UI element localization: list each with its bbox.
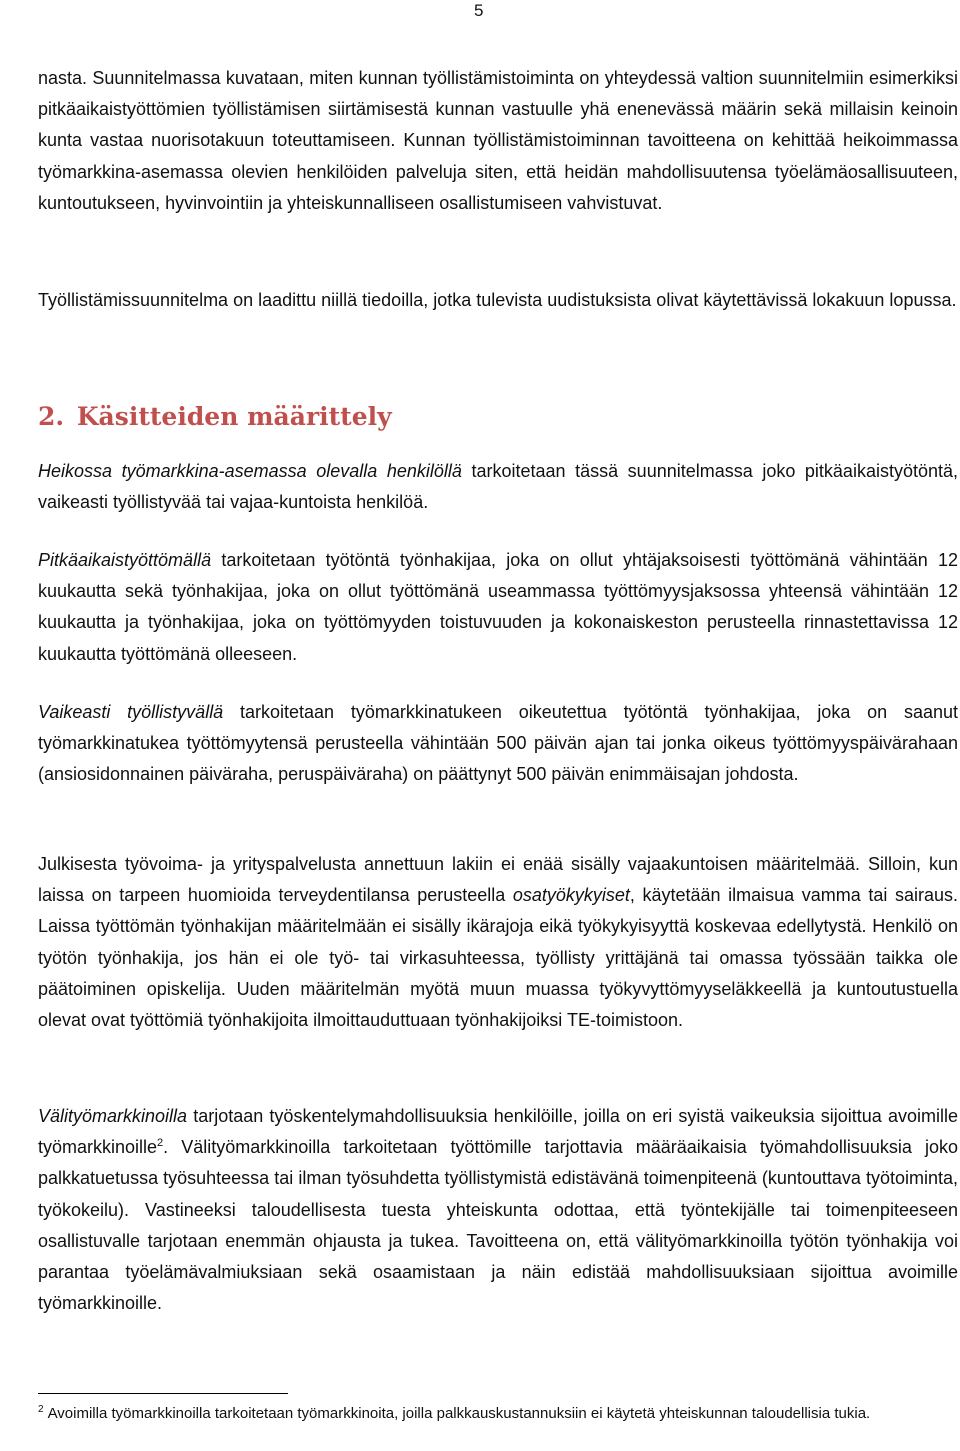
footnote [38,1402,958,1426]
paragraph-text: Julkisesta työvoima- ja yrityspalvelusta annettuun lakiin ei enää sisälly vajaakuntoisen määritelmää. Silloin, kun laissa on tarpeen huomioida terveydentilansa perusteella [38,854,958,906]
defined-term: Pitkäaikaistyöttömällä [38,550,212,570]
defined-term: Vaikeasti työllistyvällä [38,702,224,722]
paragraph-text: , käytetään ilmaisua vamma tai sairaus. Laissa työttömän työnhakijan määritelmään ei sisälly ikärajoja eikä työkykyisyyttä koskevaa edellytystä. Henkilö on työtön työnhakija, jos hän ei ole työ- tai virkasuhteessa, työllisty yrittäjänä tai omassa työssään taikka ole päätoiminen opiskelija. Uuden määritelmän myötä muun muassa työkyvyttömyyseläkkeellä ja kuntoutustuella olevat ovat työttömiä työnhakijoita ilmoittauduttuaan työnhakijoiksi TE-toimistoon. [38,885,958,1031]
defined-term: Välityömarkkinoilla [38,1106,188,1126]
section-heading [38,401,392,433]
definition-text: tarjotaan työskentelymahdollisuuksia henkilöille, joilla on eri syistä vaikeuksia sijoittua avoimille työmarkkinoille [38,1106,958,1158]
paragraph-definition-long-term-unemployed [38,545,958,670]
footnote-reference[interactable]: 2 [157,1137,164,1150]
footnote-marker: 2 [38,1404,44,1415]
defined-term: Heikossa työmarkkina-asemassa olevalla henkilöllä [38,461,462,481]
paragraph-plan-basis: Työllistämissuunnitelma on laadittu niillä tiedoilla, jotka tulevista uudistuksista olivat käytettävissä lokakuun lopussa. [38,290,957,310]
defined-term: osatyökykyiset [512,885,630,906]
footnote-text: Avoimilla työmarkkinoilla tarkoitetaan työmarkkinoita, joilla palkkauskustannuksiin ei käytetä yhteiskunnan taloudellisia tukia. [47,1405,871,1422]
definition-text: . Välityömarkkinoilla tarkoitetaan työttömille tarjottavia määräaikaisia työmahdollisuuksia joko palkkatuetussa työsuhteessa tai ilman työsuhdetta työllistymistä edistävänä toimenpiteenä (kuntouttava työtoiminta, työkokeilu). Vastineeksi taloudellisesta tuesta yhteiskunta odottaa, että työntekijälle tai toimenpiteeseen osallistuvalle tarjotaan enemmän ohjausta ja tukea. Tavoitteena on, että välityömarkkinoilla työtön työnhakija voi parantaa työelämävalmiuksiaan sekä osaamistaan ja näin edistää mahdollisuuksiaan sijoittua avoimille työmarkkinoille. [38,1137,958,1314]
section-number: 2. [38,402,65,431]
footnote-divider [38,1393,288,1394]
paragraph-definition-intermediate-labour-market [38,1101,958,1319]
paragraph-intro: nasta. Suunnitelmassa kuvataan, miten kunnan työllistämistoiminta on yhteydessä valtion suunnitelmiin esimerkiksi pitkäaikaistyöttömien työllistämisen siirtämisestä kunnan vastuulle yhä enenevässä määrin sekä millaisin keinoin kunta vastaa nuorisotakuun toteuttamiseen. Kunnan työllistämistoiminnan tavoitteena on kehittää heikoimmassa työmarkkina-asemassa olevien henkilöiden palveluja siten, että heidän mahdollisuutensa työelämäosallisuuteen, kuntoutukseen, hyvinvointiin ja yhteiskunnalliseen osallistumiseen vahvistuvat. [38,68,958,213]
section-title: Käsitteiden määrittely [76,402,392,431]
definition-text: tarkoitetaan tässä suunnitelmassa joko pitkäaikaistyötöntä, vaikeasti työllistyvää tai vajaa-kuntoista henkilöä. [38,461,958,513]
definition-text: tarkoitetaan työtöntä työnhakijaa, joka on ollut yhtäjaksoisesti työttömänä vähintään 12 kuukautta sekä työnhakijaa, joka on ollut työttömänä useammassa työttömyysjaksossa yhteensä vähintään 12 kuukautta ja työnhakijaa, joka on työttömyyden toistuvuuden ja kokonaiskeston perusteella rinnastettavissa 12 kuukautta työttömänä olleeseen. [38,550,958,664]
paragraph-definition-hard-to-employ [38,697,958,791]
paragraph-law-definition [38,849,958,1036]
paragraph-definition-weak-position [38,456,958,518]
definition-text: tarkoitetaan työmarkkinatukeen oikeutettua työtöntä työnhakijaa, joka on saanut työmarkkinatukea työttömyytensä perusteella vähintään 500 päivän ajan tai jonka oikeus työttömyyspäivärahaan (ansiosidonnainen päiväraha, peruspäiväraha) on päättynyt 500 päivän enimmäisajan johdosta. [38,702,958,785]
page-number: 5 [474,1,484,20]
